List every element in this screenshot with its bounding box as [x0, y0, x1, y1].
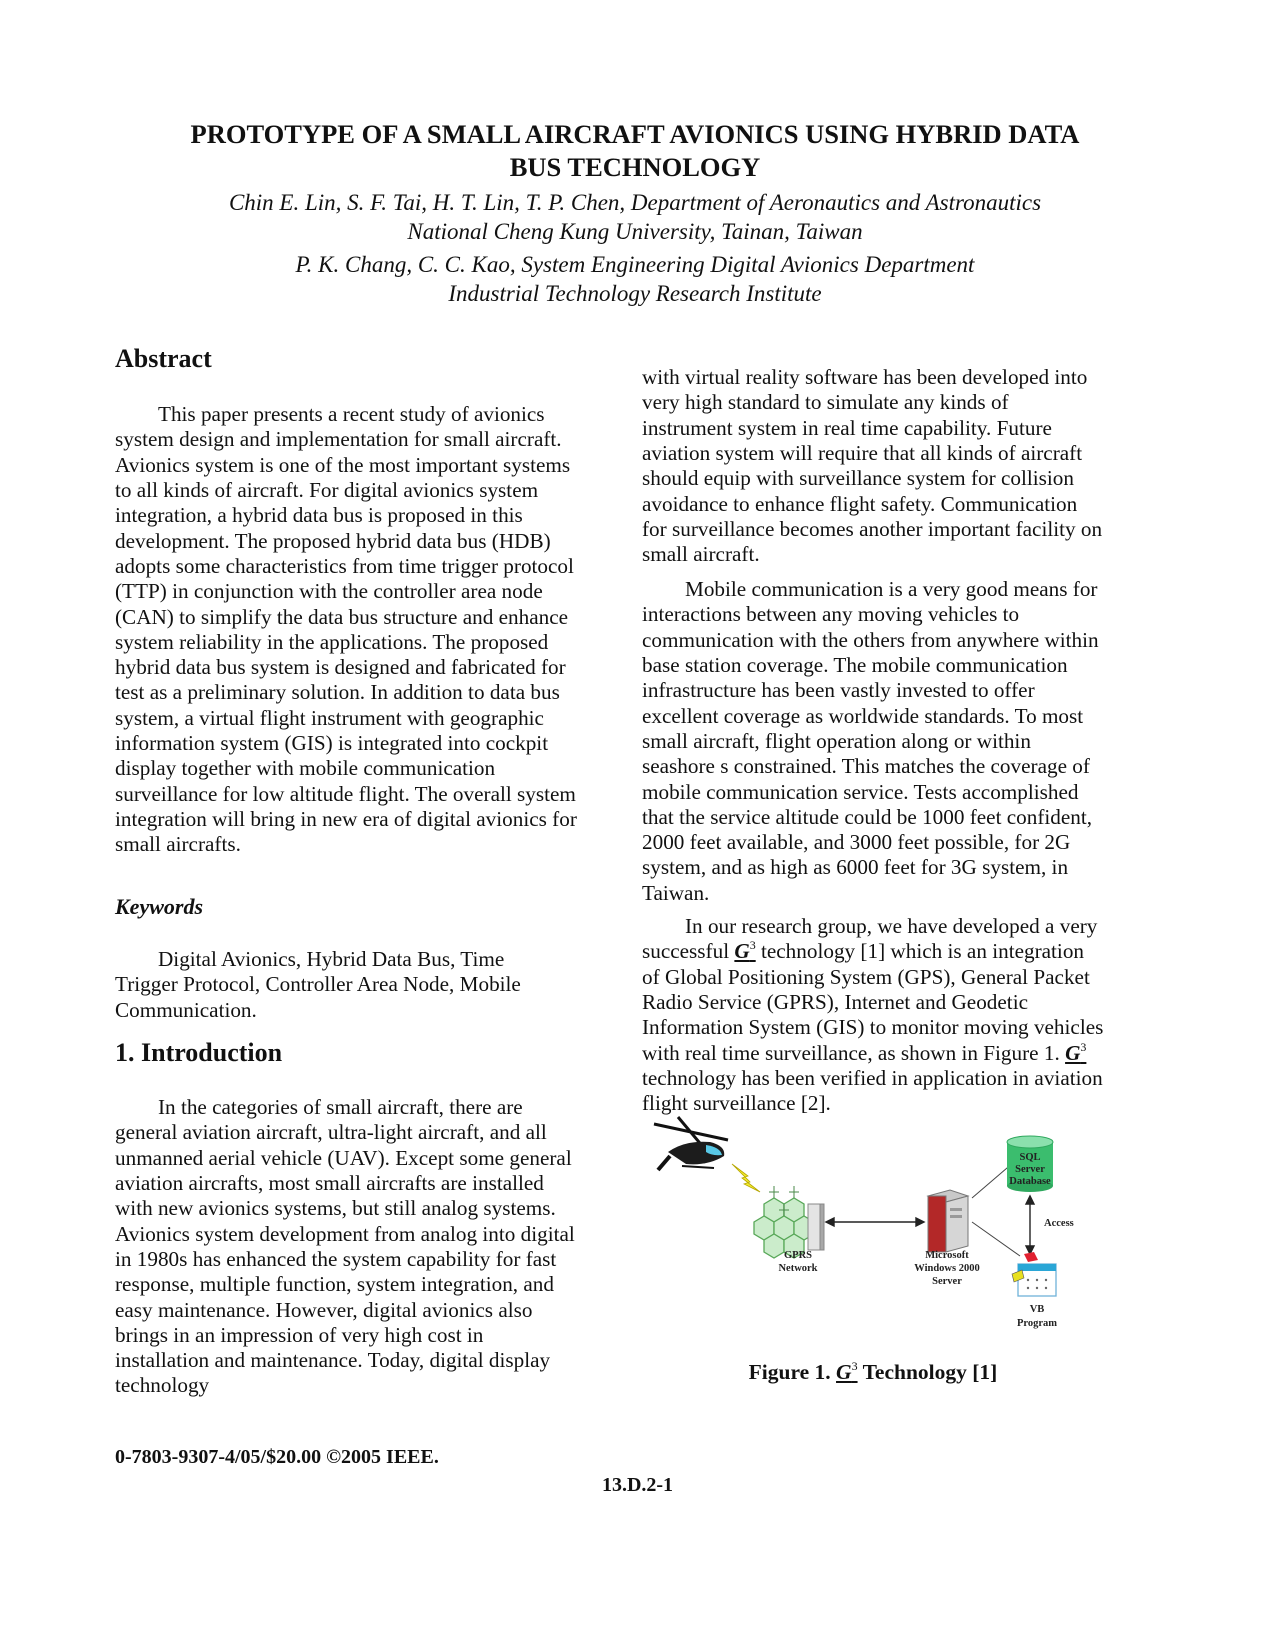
vb-program-icon	[1012, 1252, 1056, 1296]
server-label-line-2: Windows 2000	[914, 1263, 980, 1274]
signal-bolt-icon	[732, 1164, 760, 1192]
abstract-heading: Abstract	[115, 344, 212, 373]
keywords-heading: Keywords	[115, 894, 203, 919]
page-number: 13.D.2-1	[601, 1474, 674, 1496]
figure-1-diagram	[650, 1112, 1100, 1347]
paper-title-line-1: PROTOTYPE OF A SMALL AIRCRAFT AVIONICS USING HYBRID DATA	[190, 119, 1080, 149]
abstract-text: This paper presents a recent study of avionics system design and implementation for small aircraft. Avionics system is one of the most important systems to all kinds of aircraft. For digital avionics system integration, a hybrid data bus is proposed in this development. The proposed hybrid data bus (HDB) adopts some characteristics from time trigger protocol (TTP) in conjunction with the controller area node (CAN) to simplify the data bus structure and enhance system reliability in the applications. The proposed hybrid data bus system is designed and fabricated for test as a preliminary solution. In addition to data bus system, a virtual flight instrument with geographic information system (GIS) is integrated into cockpit display together with mobile communication surveillance for low altitude flight. The overall system integration will bring in new era of digital avionics for small aircrafts.	[115, 402, 577, 857]
vb-label-line-2: Program	[1016, 1318, 1058, 1329]
caption-g3-superscript: 3	[851, 1359, 858, 1373]
figure-1-caption	[642, 1360, 1104, 1385]
copyright-notice: 0-7803-9307-4/05/$20.00 ©2005 IEEE.	[115, 1446, 439, 1468]
para3-text-a: In our research group, we have developed a very successful	[642, 914, 1098, 964]
database-label-line-3: Database	[1009, 1176, 1051, 1187]
database-label-line-1: SQL	[1019, 1152, 1041, 1163]
access-arrow	[1026, 1196, 1034, 1254]
g3-letter: G	[734, 939, 750, 964]
gateway-device-icon	[808, 1204, 824, 1250]
right-paragraph-1: with virtual reality software has been developed into very high standard to simulate any kinds of instrument system in real time capability. Future aviation system will require that all kinds of aircraft should equip with surveillance system for collision avoidance to enhance flight safety. Communication for surveillance becomes another important facility on small aircraft.	[642, 365, 1103, 567]
g3-term-2	[1065, 1041, 1086, 1065]
gprs-label-line-2: Network	[778, 1263, 818, 1274]
helicopter-icon	[654, 1117, 728, 1170]
vb-label-line-1: VB	[1029, 1304, 1045, 1315]
author-affiliation-2: Industrial Technology Research Institute	[448, 281, 822, 306]
author-block-2	[115, 250, 1155, 308]
server-vb-link	[972, 1222, 1020, 1256]
introduction-heading: 1. Introduction	[115, 1038, 283, 1067]
server-label-line-3: Server	[932, 1276, 962, 1287]
g3-term	[734, 939, 755, 963]
database-label-line-2: Server	[1015, 1164, 1045, 1175]
paper-title	[115, 118, 1155, 184]
author-names-2: P. K. Chang, C. C. Kao, System Engineering Digital Avionics Department	[295, 252, 975, 277]
connection-arrow	[826, 1218, 924, 1226]
server-icon	[928, 1190, 968, 1252]
keywords-text: Digital Avionics, Hybrid Data Bus, Time Trigger Protocol, Controller Area Node, Mobile Communication.	[115, 947, 521, 1022]
para3-text-c: technology has been verified in application in aviation flight surveillance [2].	[642, 1065, 1103, 1116]
para3-text-b: technology [1] which is an integration of Global Positioning System (GPS), General Packet Radio Service (GPRS), Internet and Geodetic Information System (GIS) to monitor moving vehicles with real time surveillance, as shown in Figure 1.	[642, 939, 1104, 1065]
g3-letter-2: G	[1065, 1040, 1081, 1065]
author-affiliation-1: National Cheng Kung University, Tainan, Taiwan	[407, 219, 863, 244]
g3-superscript-2: 3	[1080, 1039, 1087, 1054]
caption-suffix: Technology [1]	[862, 1360, 998, 1384]
right-paragraph-3	[642, 914, 1104, 1116]
caption-g3-letter: G	[836, 1360, 852, 1384]
caption-g3-term	[836, 1360, 858, 1384]
author-names-1: Chin E. Lin, S. F. Tai, H. T. Lin, T. P. Chen, Department of Aeronautics and Astronautics	[228, 190, 1042, 215]
right-paragraph-2: Mobile communication is a very good means for interactions between any moving vehicles to communication with the others from anywhere within base station coverage. The mobile communication infrastructure has been vastly invested to offer excellent coverage as worldwide standards. To most small aircraft, flight operation along or within seashore s constrained. This matches the coverage of mobile communication service. Tests accomplished that the service altitude could be 1000 feet confident, 2000 feet available, and 3000 feet possible, for 2G system, and as high as 6000 feet for 3G system, in Taiwan.	[642, 577, 1099, 905]
server-label-line-1: Microsoft	[925, 1250, 969, 1261]
gprs-label-line-1: GPRS	[783, 1250, 813, 1261]
caption-prefix: Figure 1.	[748, 1360, 831, 1384]
paper-title-line-2: BUS TECHNOLOGY	[509, 152, 761, 182]
author-block-1	[115, 188, 1155, 246]
access-label: Access	[1044, 1218, 1074, 1229]
introduction-text: In the categories of small aircraft, there are general aviation aircraft, ultra-light aircraft, and all unmanned aerial vehicle (UAV). Except some general aviation aircrafts, most small aircrafts are installed with new avionics systems, but still analog systems. Avionics system development from analog into digital in 1980s has enhanced the system capability for fast response, multiple function, system integration, and easy maintenance. However, digital avionics also brings in an impression of very high cost in installation and maintenance. Today, digital display technology	[115, 1095, 575, 1398]
g3-superscript: 3	[749, 938, 756, 953]
